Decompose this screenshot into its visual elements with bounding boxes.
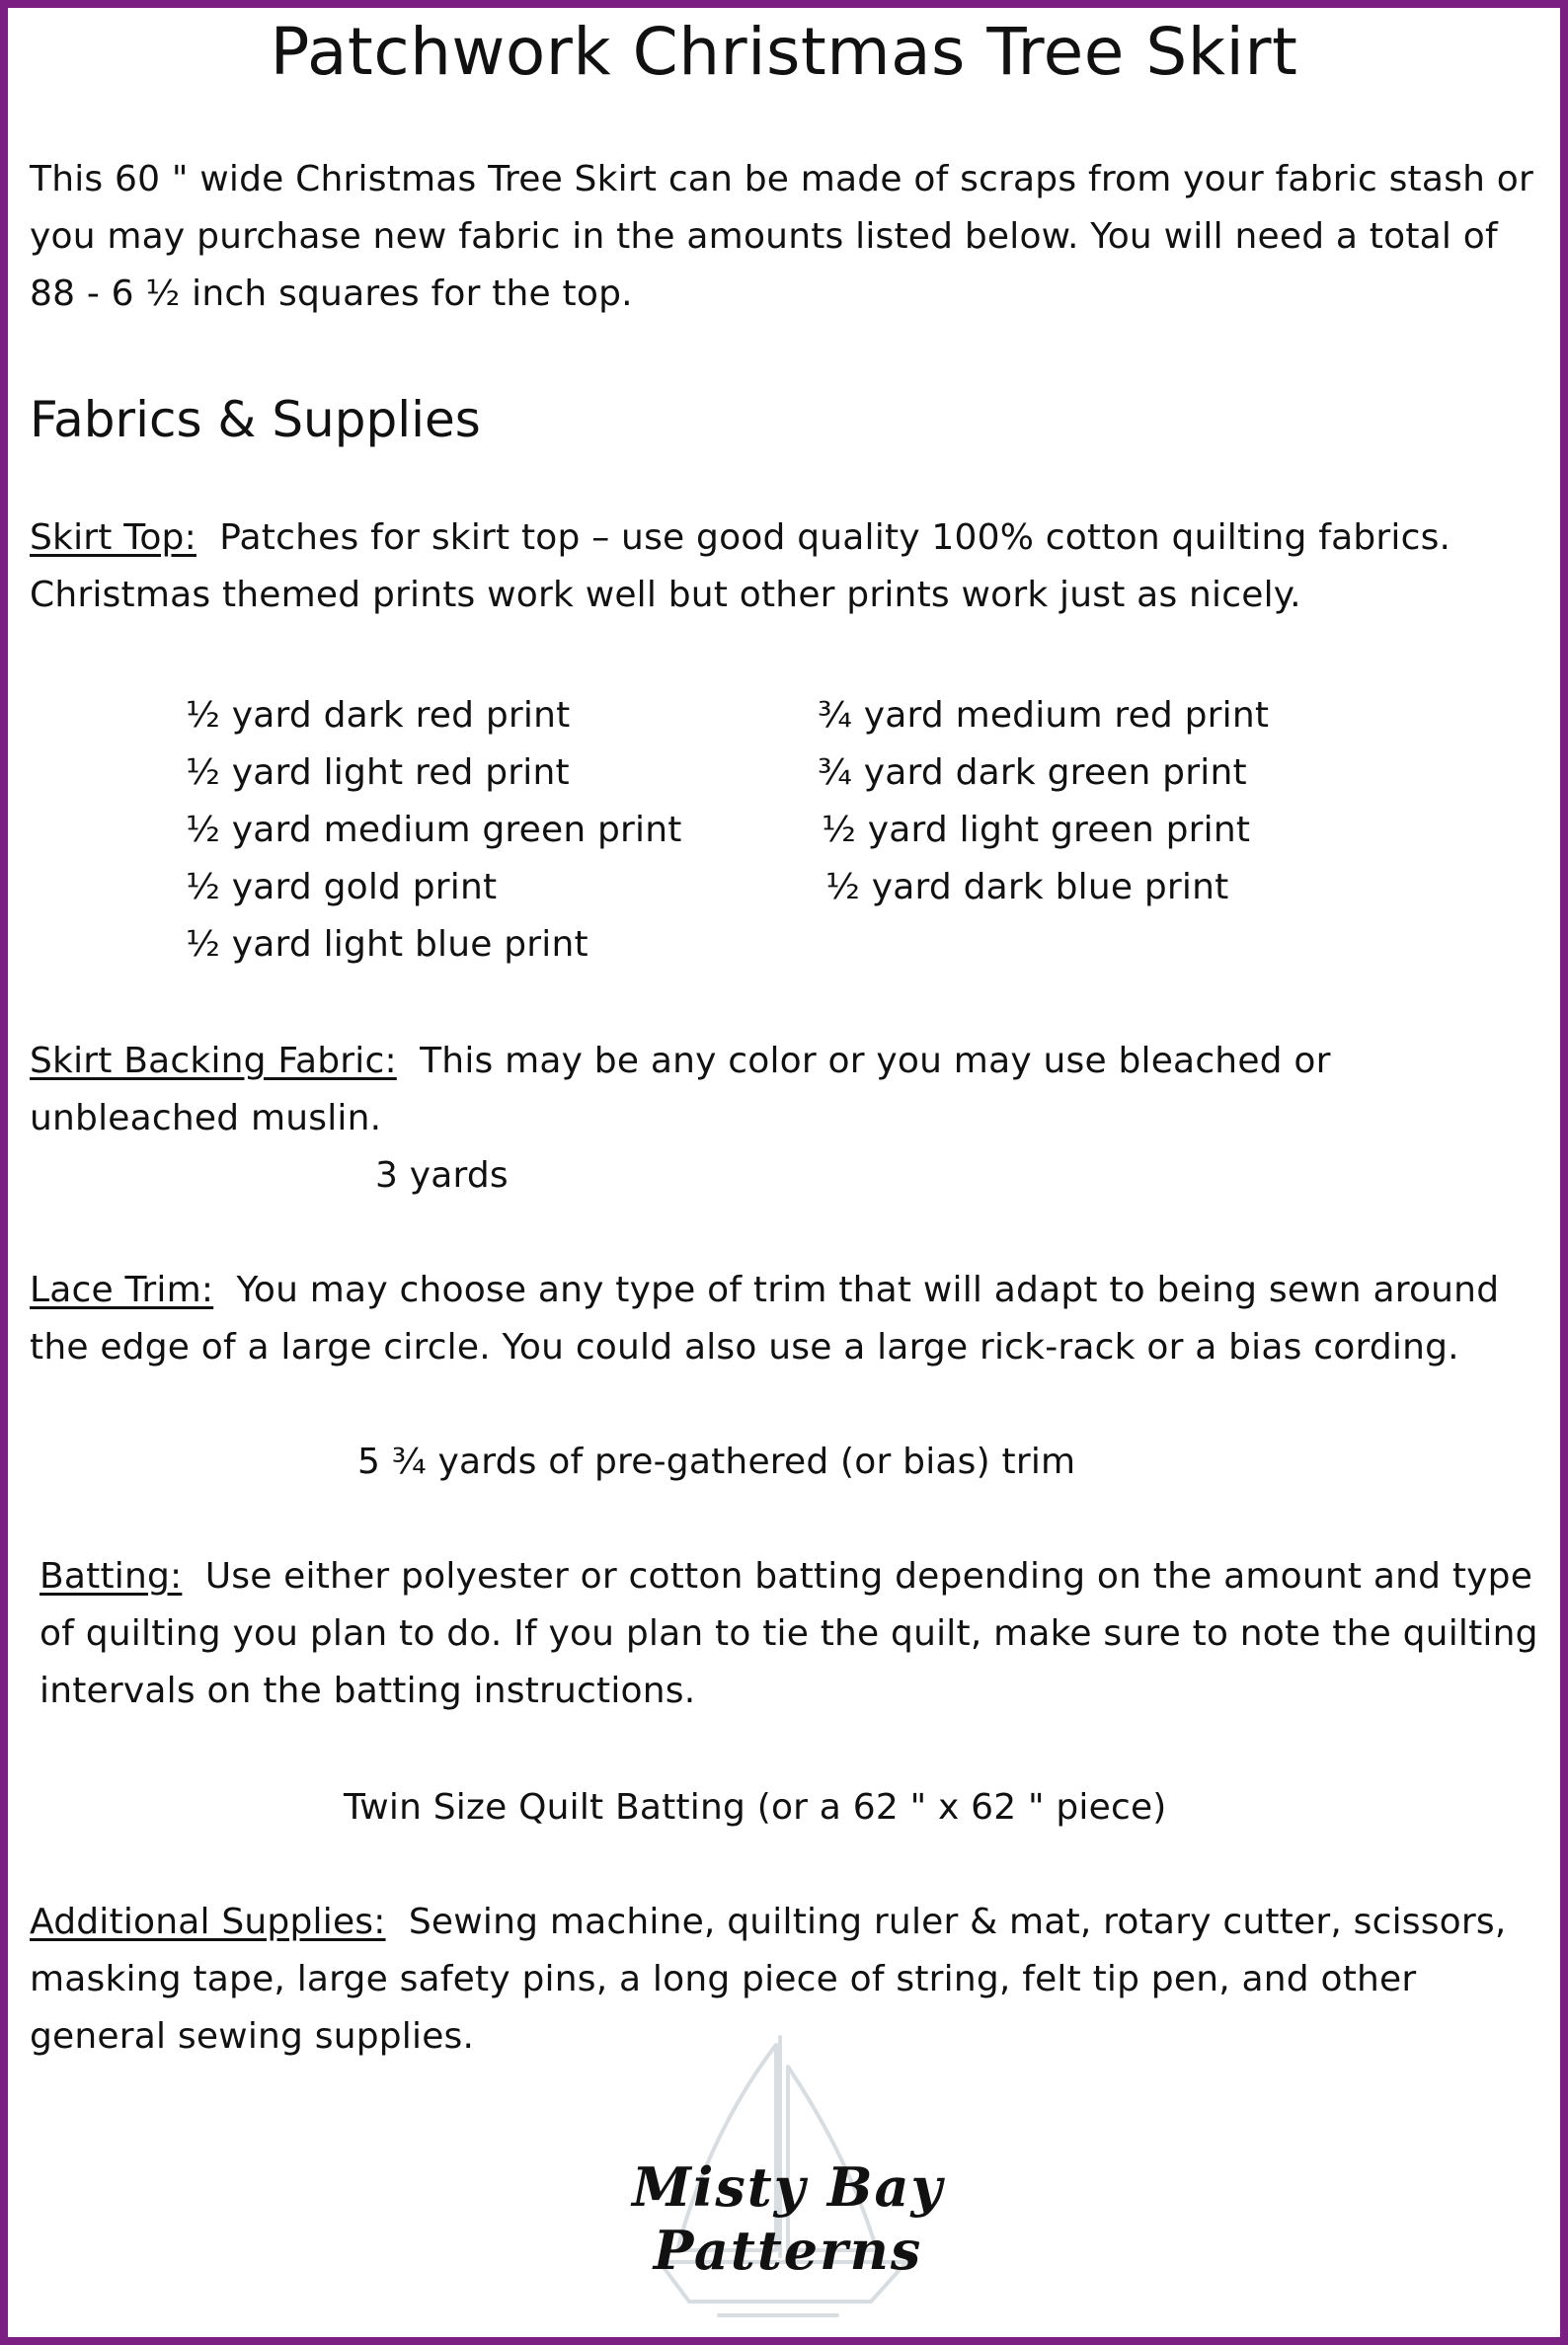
fabric-item: ½ yard light blue print [186, 924, 588, 965]
fabric-item: ½ yard gold print [186, 867, 498, 907]
lace-amount: 5 ¾ yards of pre-gathered (or bias) trim [357, 1442, 1076, 1482]
fabric-item: ½ yard dark blue print [825, 867, 1229, 907]
batting-paragraph [39, 1548, 1550, 1720]
skirt-top-paragraph [30, 509, 1550, 624]
section-heading: Fabrics & Supplies [30, 391, 481, 448]
skirt-top-text: Patches for skirt top – use good quality 100% cotton quilting fabrics. Christmas themed prints work well but other prints work just as nicely. [30, 517, 1451, 615]
lace-text: You may choose any type of trim that will adapt to being sewn around the edge of a large circle. You could also use a large rick-rack or a bias cording. [30, 1270, 1500, 1368]
backing-text: This may be any color or you may use bleached or unbleached muslin. [30, 1041, 1331, 1138]
fabric-item: ½ yard medium green print [186, 810, 682, 850]
fabric-item: ¾ yard dark green print [818, 752, 1247, 793]
lace-paragraph [30, 1262, 1550, 1376]
fabric-item: ½ yard dark red print [186, 695, 571, 736]
lace-label: Lace Trim: [30, 1270, 214, 1310]
backing-label: Skirt Backing Fabric: [30, 1041, 397, 1081]
batting-text: Use either polyester or cotton batting depending on the amount and type of quilting you plan to do. If you plan to tie the quilt, make sure to note the quilting intervals on the batting instructions. [39, 1556, 1538, 1711]
additional-supplies-text: Sewing machine, quilting ruler & mat, rotary cutter, scissors, masking tape, large safety pins, a long piece of string, felt tip pen, and other general sewing supplies. [30, 1902, 1507, 2057]
fabric-item: ½ yard light green print [822, 810, 1251, 850]
brand-signature: Misty Bay Patterns [632, 2155, 944, 2282]
intro-paragraph: This 60 " wide Christmas Tree Skirt can be made of scraps from your fabric stash or you may purchase new fabric in the amounts listed below. You will need a total of 88 - 6 ½ inch squares for the top. [30, 159, 1533, 314]
brand-logo [492, 2027, 1084, 2323]
backing-paragraph [30, 1033, 1432, 1147]
fabric-item: ½ yard light red print [186, 752, 570, 793]
page-title: Patchwork Christmas Tree Skirt [270, 14, 1298, 90]
fabric-item: ¾ yard medium red print [818, 695, 1270, 736]
additional-supplies-label: Additional Supplies: [30, 1902, 386, 1942]
batting-amount: Twin Size Quilt Batting (or a 62 " x 62 " piece) [344, 1787, 1167, 1828]
backing-amount: 3 yards [375, 1155, 509, 1196]
skirt-top-label: Skirt Top: [30, 517, 196, 558]
batting-label: Batting: [39, 1556, 183, 1597]
